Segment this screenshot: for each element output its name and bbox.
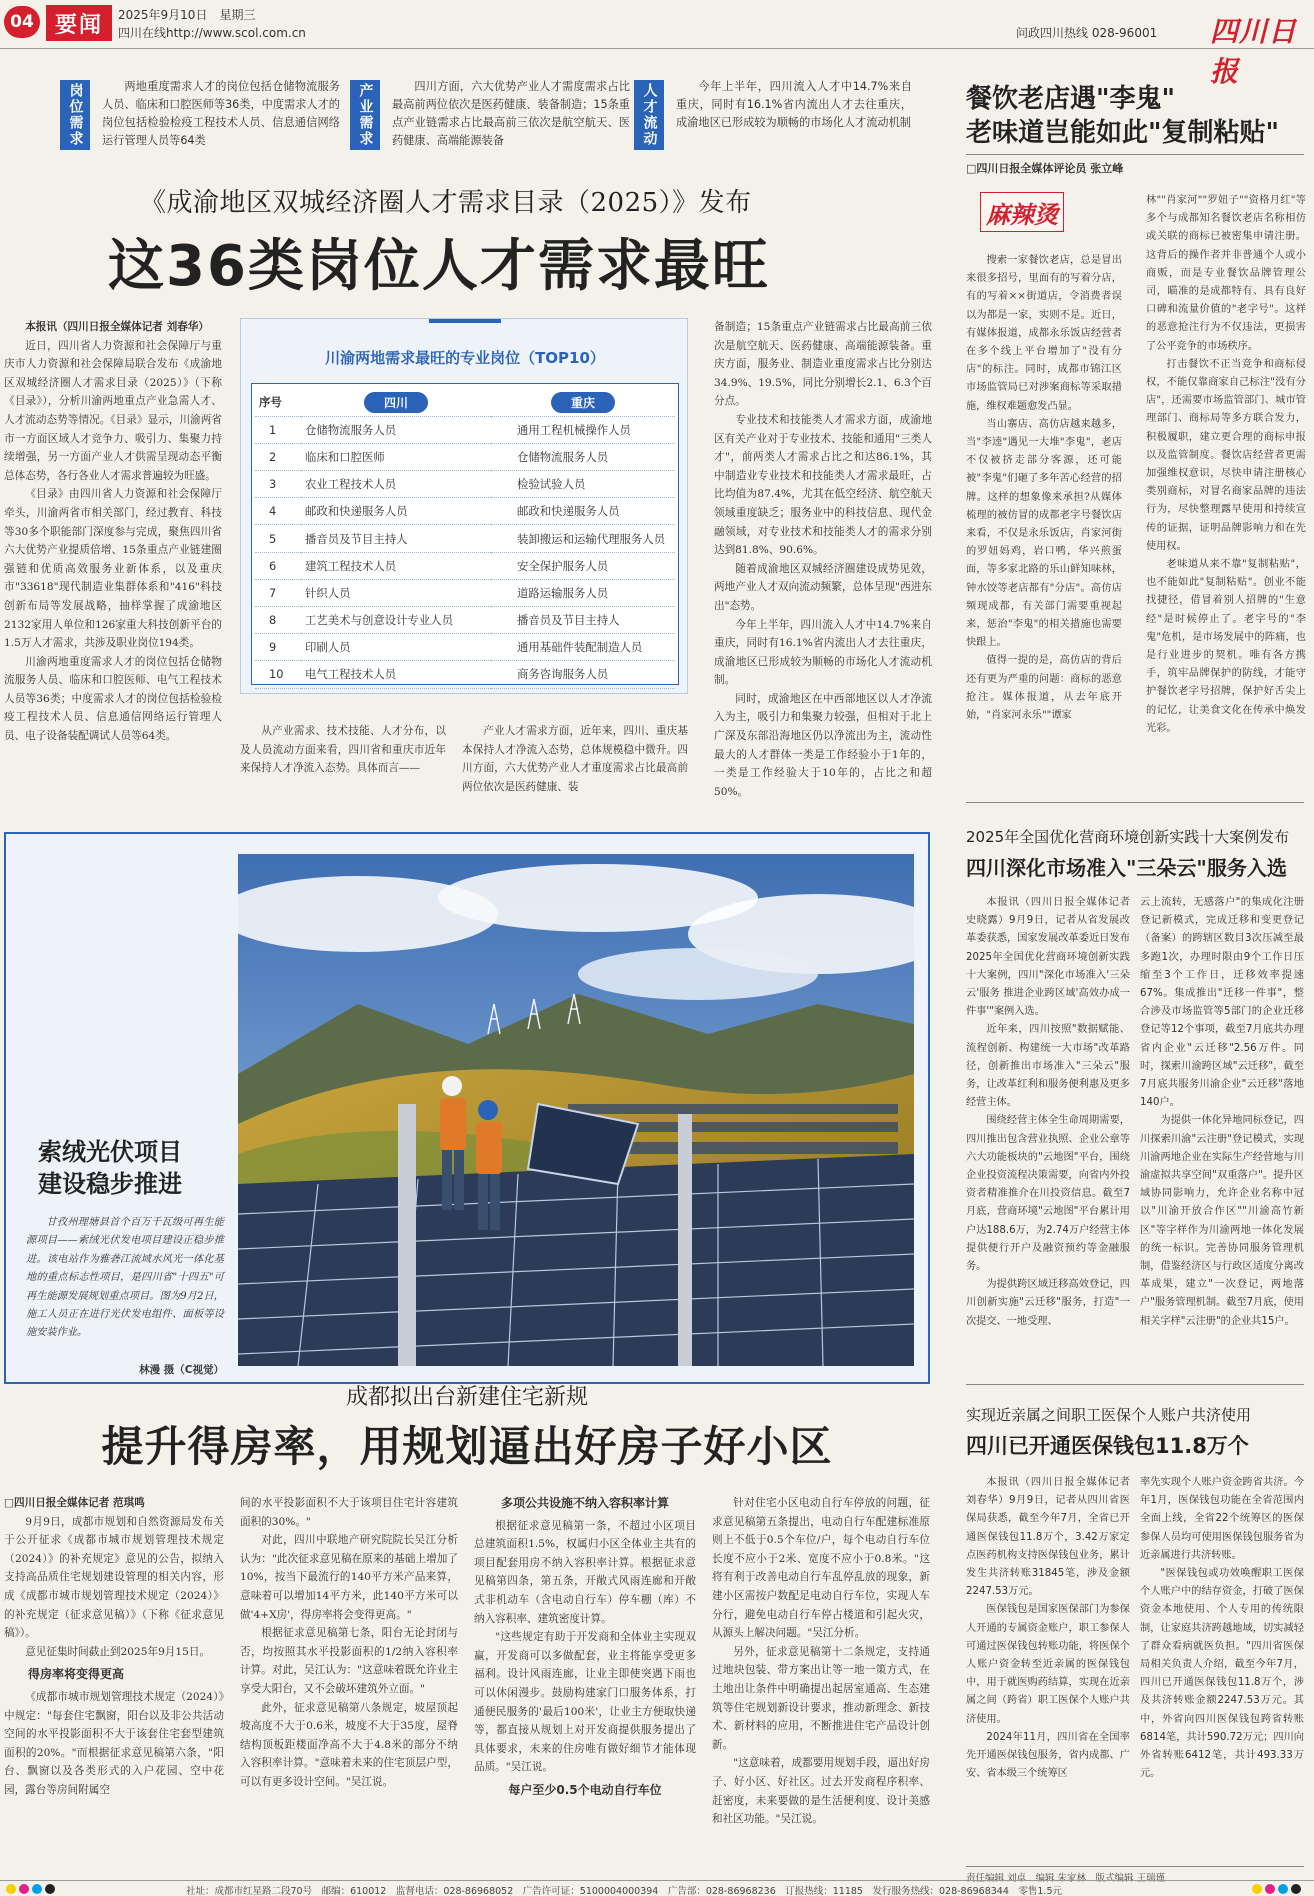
cell-index: 3 — [255, 471, 301, 498]
paragraph: 值得一提的是，高仿店的背后还有更为严重的问题：商标的恶意抢注。媒体报道，从去年底开始，"肖家河永乐""谭家 — [966, 655, 1122, 722]
cell-chongqing: 检验试验人员 — [491, 471, 675, 498]
main-article-col3 — [462, 722, 688, 796]
cell-chongqing: 通用工程机械操作人员 — [491, 416, 675, 443]
paragraph: 本报讯（四川日报全媒体记者 史晓露）9月9日，记者从省发展改革委获悉，国家发展改革委近日发布2025年全国优化营商环境创新实践十大案例，四川"深化市场准入'三朵云'服务 推进企业跨区域'高效办成一件事'"案例入选。 — [966, 897, 1130, 1018]
color-dot — [1291, 1884, 1301, 1894]
table-top-accent — [429, 319, 501, 323]
paragraph: "这些规定有助于开发商和全体业主实现双赢，开发商可以多做配套，业主将能享受更多福利。设计风雨连廊，让业主即使突遇下雨也可以休闲漫步。鼓励构建家门口服务体系，打通便民服务的'最后100米'，让业主方便取快递等，都直接从规划上对开发商提供服务提出了具体要求，未来的住房唯有做好细节才能体现品质。"吴江说。 — [474, 1631, 696, 1774]
table-row — [255, 634, 675, 661]
main-article-col1 — [4, 318, 222, 746]
business-col1 — [966, 894, 1130, 1331]
subheading: 得房率将变得更高 — [28, 1667, 125, 1682]
color-dot — [19, 1884, 29, 1894]
photo-title-line2: 建设稳步推进 — [38, 1170, 182, 1198]
commentary-section — [950, 56, 1314, 802]
color-dots-right — [1252, 1884, 1301, 1894]
paragraph: 近日，四川省人力资源和社会保障厅与重庆市人力资源和社会保障局联合发布《成渝地区双城经济圈人才需求目录（2025）》（下称《目录》），分析川渝两地重点产业急需人才、人才流动态势等情况。《目录》显示，川渝两省市一方面区域人才竞争力、吸引力、集聚力持续增强，另一方面产业人才供需呈现动态平衡总体态势，各行各业人才需求普遍较为旺盛。 — [4, 339, 222, 482]
photo-title-line1: 索绒光伏项目 — [38, 1138, 182, 1166]
paragraph: 此外，征求意见稿第八条规定，坡屋顶起坡高度不大于0.6米，坡度不大于35度，屋脊结构顶板距楼面净高不大于4.8米的部分不纳入容积率计算。"意味着未来的住宅顶层户型，可以有更多设计空间。"吴江说。 — [240, 1701, 458, 1788]
table-row — [255, 416, 675, 443]
paragraph: 另外，征求意见稿第十二条规定，支持通过地块包装、带方案出让等一地一策方式，在土地出让条件中明确提出起居室通高、生态建筑等住宅规划新设计要求，推动新理念、新技术、新材料的应用，不断推进住宅产品设计创新。 — [712, 1645, 930, 1751]
color-dot — [1278, 1884, 1288, 1894]
cell-index: 5 — [255, 525, 301, 552]
topic-text: 两地重度需求人才的岗位包括仓储物流服务人员、临床和口腔医师等36类，中度需求人才的岗位包括检验检疫工程技术人员、信息通信网络运行管理人员等64类 — [102, 80, 340, 147]
paragraph: 围绕经营主体全生命周期需要，四川推出包含营业执照、企业公章等六大功能板块的"云地图"平台，围绕企业投资流程决策需要，向省内外投资者精准推介在川投资信息。截至7月底，营商环境"云地图"平台累计用户达188.6万，为2.74万户经营主体提供便行开户及融资预约等金融服务。 — [966, 1115, 1130, 1273]
cell-chongqing: 装卸搬运和运输代理服务人员 — [491, 525, 675, 552]
color-dots-left — [6, 1884, 55, 1894]
topic-tag: 产业需求 — [350, 80, 380, 150]
cell-chongqing: 邮政和快递服务人员 — [491, 498, 675, 525]
footer-bar — [0, 1880, 1314, 1896]
paragraph: 根据征求意见稿第一条，不超过小区项目总建筑面积1.5%，权属归小区全体业主共有的项目配套用房不纳入容积率计算。根据征求意见稿第四条，第五条，开敞式风雨连廊和开敞式非机动车（含电动自行车）停车棚（库）不纳入容积率、建筑密度计算。 — [474, 1519, 696, 1625]
insurance-headline: 四川已开通医保钱包11.8万个 — [966, 1434, 1249, 1458]
table-title: 川渝两地需求最旺的专业岗位（TOP10） — [325, 349, 605, 367]
cell-index: 1 — [255, 416, 301, 443]
paragraph: 产业人才需求方面，近年来，四川、重庆基本保持人才净流入态势，总体规模稳中微升。四川方面，六大优势产业人才重度需求占比最高前两位依次是医药健康、装 — [462, 725, 688, 793]
commentary-title-line1: 餐饮老店遇"李鬼" — [966, 84, 1176, 114]
cell-index: 6 — [255, 552, 301, 579]
table-row — [255, 443, 675, 470]
housing-col2 — [240, 1494, 458, 1792]
paragraph: 对此，四川中联地产研究院院长吴江分析认为："此次征求意见稿在原来的基础上增加了10%，按当下最流行的140平方米产品来算，意味着可以增加14平方米，此140平方米可以做'4+X房'，得房率将会变得更高。" — [240, 1534, 458, 1621]
housing-col3 — [474, 1494, 696, 1800]
paragraph: 随着成渝地区双城经济圈建设成势见效，两地产业人才双向流动频繁，总体呈现"西进东出"态势。 — [714, 562, 932, 612]
page-header — [0, 0, 1314, 88]
photo-caption: 甘孜州理塘县首个百万千瓦级可再生能源项目——索绒光伏发电项目建设正稳步推进。该电站作为雅砻江流域水风光一体化基地的重点标志性项目，是四川省"十四五"可再生能源发展规划重点项目。图为9月2日，施工人员正在进行光伏发电组件、面板等设施安装作业。 — [26, 1217, 224, 1339]
color-dot — [1252, 1884, 1262, 1894]
column-logo-text: 麻辣烫 — [986, 199, 1058, 229]
editors-line: 责任编辑 刘卓 编辑 朱家林 版式编辑 王瑞瑾 — [966, 1873, 1166, 1884]
table-row — [255, 498, 675, 525]
housing-col1 — [4, 1494, 224, 1800]
panel-frame — [398, 1104, 416, 1366]
color-dot — [32, 1884, 42, 1894]
paragraph: 为提供一体化异地同标登记，四川探索川渝"云注册"登记模式，实现川渝两地企业在实际生产经营地与川渝虚拟共享空间"双重落户"。提升区域协同影响力，允许企业名称中冠以"川渝开放合作区""川渝高竹新区"等字样作为川渝两地一体化发展的统一标识。完善协同服务管理机制，借鉴经济区与行政区适度分离改革成果，建立"一次登记，两地落户"服务管理机制。截至7月底，使用相关字样"云注册"的企业共15户。 — [1140, 1115, 1304, 1327]
sichuan-badge: 四川 — [364, 392, 428, 413]
cell-index: 4 — [255, 498, 301, 525]
main-article-col4 — [714, 318, 932, 801]
paragraph: 根据征求意见稿第七条，阳台无论封闭与否，均按照其水平投影面积的1/2纳入容积率计算。对此，吴江认为："这意味着既允许业主享受大阳台，又不会破坏建筑外立面。" — [240, 1627, 458, 1695]
cell-index: 10 — [255, 661, 301, 688]
subheading: 每户至少0.5个电动自行车位 — [508, 1782, 662, 1797]
photo-credit: 林漫 摄（C视觉） — [139, 1364, 224, 1376]
issue-date: 2025年9月10日 星期三 — [118, 8, 256, 22]
business-kicker: 2025年全国优化营商环境创新实践十大案例发布 — [966, 828, 1290, 846]
paragraph: 川渝两地重度需求人才的岗位包括仓储物流服务人员、临床和口腔医师、电气工程技术人员等36类；中度需求人才的岗位包括检验检疫工程技术人员、信息通信网络运行管理人员、电子设备装配调试人员等64类。 — [4, 655, 222, 743]
photo-frame — [4, 832, 930, 1384]
section-badge — [46, 5, 112, 41]
main-kicker: 《成渝地区双城经济圈人才需求目录（2025）》发布 — [140, 188, 752, 218]
table-row — [255, 525, 675, 552]
topic-text: 今年上半年，四川流入人才中14.7%来自重庆，同时有16.1%省内流出人才去往重庆，成渝地区已形成较为顺畅的市场化人才流动机制 — [676, 80, 912, 129]
commentary-col2 — [1146, 192, 1306, 738]
cell-sichuan: 针织人员 — [301, 579, 491, 606]
topic-tag: 人才流动 — [634, 80, 664, 150]
table-row — [255, 661, 675, 688]
paragraph: 备制造；15条重点产业链需求占比最高前三依次是航空航天、医药健康、高端能源装备。重庆方面，服务业、制造业重度需求占比分别达34.9%、19.5%，同比分别增长2.1、6.3个百分点。 — [714, 321, 932, 408]
color-dot — [1265, 1884, 1275, 1894]
main-article-col2 — [240, 722, 446, 778]
insurance-col2 — [1140, 1474, 1304, 1783]
page-number: 04 — [10, 12, 34, 32]
cell-chongqing: 通用基础件装配制造人员 — [491, 634, 675, 661]
table-header-index: 序号 — [255, 389, 301, 416]
solar-construction-photo — [238, 854, 914, 1366]
commentary-col1 — [966, 252, 1122, 725]
panel-frame — [678, 1114, 692, 1366]
cell-index: 2 — [255, 443, 301, 470]
hotline: 问政四川热线 028-96001 — [1016, 26, 1158, 40]
square-icon: □ — [966, 162, 977, 175]
commentary-byline — [966, 160, 1123, 176]
paragraph: 率先实现个人账户资金跨省共济。今年1月，医保钱包功能在全省范围内全面上线，全省22个统筹区的医保参保人员均可使用医保钱包服务省为近亲属进行共济转账。 — [1140, 1477, 1304, 1561]
business-col2 — [1140, 894, 1304, 1331]
paragraph: 专业技术和技能类人才需求方面，成渝地区有关产业对于专业技术、技能和通用"三类人才"，前两类人才需求占比之和达86.1%，其中制造业专业技术和技能类人才需求最旺，占比均值为87.4%，尤其在低空经济、航空航天领域重度缺乏；服务业中的科技信息、现代金融领域，对专业技术和技能类人才的需求分别达到81.8%、90.6%。 — [714, 413, 932, 557]
cell-sichuan: 农业工程技术人员 — [301, 471, 491, 498]
chongqing-badge: 重庆 — [551, 392, 615, 413]
topic-text: 四川方面，六大优势产业人才需度需求占比最高前两位依次是医药健康、装备制造；15条重点产业链需求占比最高前三依次是航空航天、医药健康、高端能源装备 — [392, 80, 630, 147]
cell-sichuan: 仓储物流服务人员 — [301, 416, 491, 443]
paragraph: 《目录》由四川省人力资源和社会保障厅牵头，川渝两省市相关部门，经过教育、科技等30多个职能部门深度参与完成，聚焦四川省六大优势产业提质倍增、15条重点产业链建圈强链和优质高效服务业新体系，以及重庆市"33618"现代制造业集群体系和"416"科技创新布局等发展战略，抽样掌握了成渝地区2132家用人单位和126家重大科技创新平台的1.5万人才需求，共涉及职业岗位194类。 — [4, 488, 222, 650]
cell-index: 9 — [255, 634, 301, 661]
table-body — [255, 416, 675, 688]
table-row — [255, 471, 675, 498]
cell-sichuan: 邮政和快递服务人员 — [301, 498, 491, 525]
table-header-sichuan — [301, 389, 491, 416]
paragraph: 《成都市城市规划管理技术规定（2024）》中规定："每套住宅飘窗，阳台以及非公共活动空间的水平投影面积不大于该套住宅套型建筑面积的20%。"而根据征求意见稿第六条，"阳台、飘窗以及各类形式的入户花园、空中花园，露台等房间附属空 — [4, 1690, 224, 1796]
paragraph: 同时，成渝地区在中西部地区以人才净流入为主，吸引力和集聚力较强，但相对于北上广深及东部沿海地区仍以净流出为主，流动性最大的人才群体一类是工作经验小于1年的，一类是工作经验大于10年的，占比之和超50%。 — [714, 692, 932, 798]
top10-table-box — [240, 318, 688, 694]
table-header-chongqing — [491, 389, 675, 416]
cell-chongqing: 道路运输服务人员 — [491, 579, 675, 606]
paragraph: 本报讯（四川日报全媒体记者 刘春华）9月9日，记者从四川省医保局获悉，截至今年7月，全省已开通医保钱包11.8万个，3.42万家定点医药机构支持医保钱包业务，累计发生共济转账31845笔，涉及金额2247.53万元。 — [966, 1477, 1130, 1598]
editors-rule — [966, 1866, 1304, 1867]
paragraph: 今年上半年，四川流入人才中14.7%来自重庆，同时有16.1%省内流出人才去往重庆，成渝地区已形成较为顺畅的市场化人才流动机制。 — [714, 618, 932, 687]
cell-chongqing: 安全保护服务人员 — [491, 552, 675, 579]
cell-chongqing: 播音员及节目主持人 — [491, 607, 675, 634]
insurance-kicker: 实现近亲属之间职工医保个人账户共济使用 — [966, 1406, 1252, 1424]
paragraph: 意见征集时间截止到2025年9月15日。 — [25, 1645, 211, 1658]
paragraph: 针对住宅小区电动自行车停放的问题，征求意见稿第五条提出，电动自行车配建标准原则上不低于0.5个车位/户，每个电动自行车位长度不应小于2米、宽度不应小于0.8米。"这将有利于改善电动自行车乱停乱放的现象，新建小区需按户数配足电动自行车位，实现人车分行，避免电动自行车停占楼道和引起火灾，从源头上解决问题。"吴江分析。 — [712, 1497, 930, 1640]
insurance-col1 — [966, 1474, 1130, 1783]
section-rule — [966, 802, 1304, 803]
top10-table — [255, 389, 675, 689]
cell-sichuan: 工艺美术与创意设计专业人员 — [301, 607, 491, 634]
cell-sichuan: 临床和口腔医师 — [301, 443, 491, 470]
cloud — [578, 948, 818, 1000]
cell-sichuan: 印刷人员 — [301, 634, 491, 661]
page-number-badge — [4, 6, 40, 38]
business-article — [950, 802, 1314, 1376]
paragraph: 2024年11月，四川省在全国率先开通医保钱包服务，省内成都、广安、省本级三个统筹区 — [966, 1731, 1130, 1780]
section-name: 要闻 — [54, 12, 103, 38]
housing-kicker: 成都拟出台新建住宅新规 — [345, 1385, 588, 1410]
main-headline: 这36类岗位人才需求最旺 — [108, 234, 770, 299]
cell-index: 8 — [255, 607, 301, 634]
paragraph: 9月9日，成都市规划和自然资源局发布关于公开征求《成都市城市规划管理技术规定（2024）》的补充规定》意见的公告，拟纳入支持高品质住宅规划建设管理的相关内容，形成《成都市城市规划管理技术规定（2024）》的补充规定（征求意见稿）》（下称《征求意见稿》）。 — [4, 1515, 224, 1640]
housing-byline: 四川日报全媒体记者 范琪鸣 — [14, 1497, 145, 1509]
table-row — [255, 579, 675, 606]
color-dot — [45, 1884, 55, 1894]
paragraph: 从产业需求、技术技能、人才分布，以及人员流动方面来看，四川省和重庆市近年来保持人才净流入态势。具体而言—— — [240, 725, 446, 775]
commentary-title-line2: 老味道岂能如此"复制粘贴" — [966, 118, 1280, 148]
website: 四川在线http://www.scol.com.cn — [118, 26, 306, 40]
housing-col4 — [712, 1494, 930, 1829]
paragraph: 云上流转，无感落户"的集成化注册登记新模式，完成迁移和变更登记（备案）的跨辖区数目3次压减至最多跑1次，办理时限由9个工作日压缩至3个工作日，迁移效率提速67%。集成推出"迁移一件事"，整合涉及市场监管等5部门的企业迁移登记等12个事项，截至7月底共办理省内企业"云迁移"2.56万件。同时，探索川渝跨区域"云迁移"，截至7月底共服务川渝企业"云迁移"落地140户。 — [1140, 897, 1304, 1109]
paragraph: 近年来，四川按照"数据赋能、流程创新、构建统一大市场"改革路径，创新推出市场准入"三朵云"服务，让改革红利和服务便利惠及更多经营主体。 — [966, 1024, 1130, 1109]
cell-index: 7 — [255, 579, 301, 606]
footer-text: 社址：成都市红星路二段70号 邮编：610012 监督电话：028-86968052 广告许可证：5100004000394 广告部：028-86968236 订报热线：11185 发行服务热线：028-86968344 零售1.5元 — [186, 1886, 1063, 1896]
section-rule — [966, 1384, 1304, 1385]
housing-headline: 提升得房率，用规划逼出好房子好小区 — [101, 1422, 833, 1471]
paragraph: 间的水平投影面积不大于该项目住宅计容建筑面积的30%。" — [240, 1497, 458, 1528]
paragraph: 当山寨店、高仿店越来越多，当"李逵"遇见一大堆"李鬼"，老店不仅被挤走部分客源，还可能被"李鬼"们砸了多年苦心经营的招牌。这样的想象像来承担?从媒体梳理的被仿冒的成都老字号餐饮店来看，不仅是永乐饭店，肖家河街的罗妞妈鸡，岩口鸭，华兴煎蛋面，等多家北路的乐山鲜知味林，钟水饺等老店都有"分店"。高仿店频现成都，有关部门需要重视起来，惩治"李鬼"的相关措施也需要快跟上。 — [966, 418, 1122, 649]
paragraph: 老味道从来不靠"复制粘贴"，也不能如此"复制粘贴"。创业不能找捷径，借冒着别人招牌的"生意经"是时候停止了。老字号的"李鬼"危机，是市场发展中的阵痛，也是行业进步的契机。唯有各方携手，筑牢品牌保护的防线，才能守护餐饮老字号招牌，保护好舌尖上的记忆，让美食文化在传承中焕发光彩。 — [1146, 559, 1306, 734]
paragraph: "这意味着，成都要用规划手段，逼出好房子、好小区、好社区。过去开发商程序积率、赶密度，未来要做的是生活便利度、设计美感和社区功能。"吴江说。 — [712, 1757, 930, 1826]
cell-chongqing: 商务咨询服务人员 — [491, 661, 675, 688]
column-logo — [980, 192, 1064, 232]
subheading: 多项公共设施不纳入容积率计算 — [500, 1496, 669, 1510]
paragraph: 林""肖家河""罗妞子""资格月红"等多个与成都知名餐饮老店名称相仿或关联的商标已被密集申请注册。这背后的操作者并非普通个人或小商贩，而是专业餐饮品牌管理公司，瞄准的是成都特有、具有良好口碑和流量价值的"老字号"。这样的恶意抢注行为不仅违法，更损害了公平竞争的市场秩序。 — [1146, 195, 1306, 352]
header-rule — [0, 48, 1314, 49]
byline: 本报讯（四川日报全媒体记者 刘春华） — [25, 321, 209, 333]
commentary-rule — [966, 154, 1304, 155]
commentary-author: 四川日报全媒体评论员 张立峰 — [976, 162, 1124, 175]
cell-chongqing: 仓储物流服务人员 — [491, 443, 675, 470]
cell-sichuan: 建筑工程技术人员 — [301, 552, 491, 579]
table-row — [255, 552, 675, 579]
solar-panels-near — [238, 1154, 914, 1366]
table-row — [255, 607, 675, 634]
topic-tag: 岗位需求 — [60, 80, 90, 150]
paper-logo: 四川日报 — [1210, 15, 1298, 88]
paragraph: 打击餐饮不正当竞争和商标侵权，不能仅靠商家自己标注"没有分店"，还需要市场监管部门、城市管理部门、商标局等多方联合发力，积极履职，建立更合理的商标申报以及监管制度。餐饮店经营者更需加强维权意识，尽快申请注册核心类别商标，对冒名商家品牌的违法行为，尽快整理露早使用和持续宣传的证据，证明品牌影响力和在先使用权。 — [1146, 358, 1306, 552]
paragraph: 医保钱包是国家医保部门为参保人开通的专属资金账户，职工参保人可通过医保钱包转账功能，将医保个人账户资金转至近亲属的医保钱包中，用于就医购药结算，实现在近亲属之间（跨省）职工医保个人账户共济使用。 — [966, 1604, 1130, 1725]
color-dot — [6, 1884, 16, 1894]
business-headline: 四川深化市场准入"三朵云"服务入选 — [966, 856, 1287, 880]
square-icon: □ — [4, 1497, 15, 1509]
insurance-article — [950, 1384, 1314, 1858]
cell-sichuan: 电气工程技术人员 — [301, 661, 491, 688]
paragraph: 为提供跨区域迁移高效登记，四川创新实施"云迁移"服务，打造"一次提交、一地受理、 — [966, 1279, 1130, 1327]
paragraph: 搜索一家餐饮老店，总是冒出来很多招号，里面有的写着分店，有的写着××街道店，令消费者误以为都是一家，实则不是。近日，有媒体报道，成都永乐饭店经营者在多个线上平台增加了"没有分店"的标注。同时，成都市锦江区市场监管局已对涉案商标等采取措施，维权难题愈发凸显。 — [966, 255, 1122, 412]
cell-sichuan: 播音员及节目主持人 — [301, 525, 491, 552]
paragraph: "医保钱包或功效唤醒职工医保个人账户中的结存资金，打破了医保资金本地使用、个人专用的传统限制，让家庭共济跨越地域，切实减轻了群众看病就医负担。"四川省医保局相关负责人介绍，截至今年7月，四川已开通医保钱包11.8万个，涉及共济转账金额2247.53万元。其中，外省向四川医保钱包跨省转账6814笔，共计590.72万元；四川向外省转账6412笔，共计493.33万元。 — [1140, 1568, 1304, 1780]
